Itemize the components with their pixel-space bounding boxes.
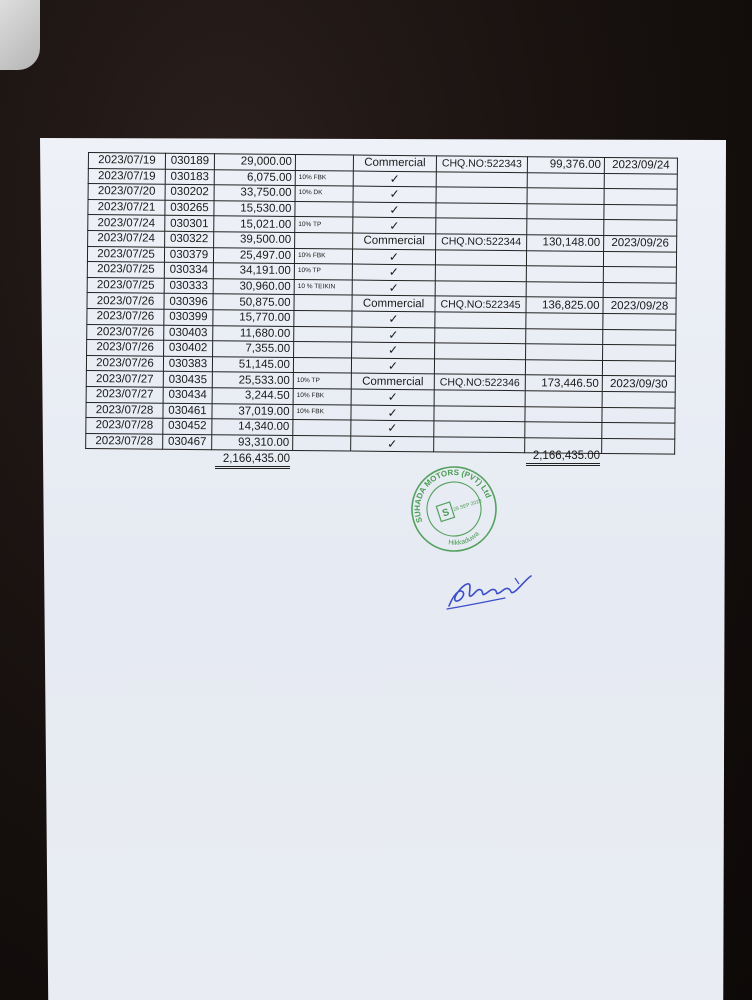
row-type: Commercial [351,373,434,389]
row-due [604,204,677,220]
row-amount: 51,145.00 [212,356,293,372]
row-amount: 33,750.00 [214,185,295,201]
row-total [526,266,603,282]
row-cheque: CHQ.NO:522345 [435,296,526,312]
row-invoice: 030334 [164,262,213,278]
row-type: ✓ [352,264,435,280]
row-cheque [436,187,527,203]
row-note [293,435,351,451]
row-total: 136,825.00 [526,297,603,313]
row-cheque [435,265,526,281]
row-total [525,359,602,375]
row-invoice: 030333 [164,278,213,294]
svg-text:SUHADA MOTORS (PVT) Ltd. [410,465,494,525]
row-note: 10% DK [295,186,353,202]
row-invoice: 030383 [163,356,212,372]
row-date: 2023/07/25 [87,262,164,278]
row-total [527,219,604,235]
row-total [526,281,603,297]
row-cheque [434,421,525,437]
stamp-date-text: 28 SEP 2023 [452,498,483,514]
row-type: ✓ [351,420,434,436]
row-date: 2023/07/25 [87,277,164,293]
row-invoice: 030265 [165,200,214,216]
row-cheque: CHQ.NO:522346 [434,374,525,390]
row-date: 2023/07/24 [88,215,165,231]
ledger-table [85,152,678,455]
cheque-total: 2,166,435.00 [526,450,600,466]
row-cheque [436,171,527,187]
row-type: ✓ [351,389,434,405]
row-type: ✓ [352,327,435,343]
row-amount: 29,000.00 [214,154,295,170]
row-total: 130,148.00 [527,235,604,251]
row-type: ✓ [351,405,434,421]
row-type: Commercial [353,233,436,249]
row-due: 2023/09/24 [604,157,677,173]
stamp-logo: S [441,506,451,520]
amount-total: 2,166,435.00 [215,453,290,469]
row-date: 2023/07/28 [86,418,163,434]
row-due [602,438,675,454]
row-cheque: CHQ.NO:522343 [436,156,527,172]
row-note [294,310,352,326]
row-total [527,203,604,219]
row-due [604,220,677,236]
row-note: 10% FBK [293,404,351,420]
row-amount: 34,191.00 [213,263,294,279]
row-invoice: 030301 [165,216,214,232]
row-invoice: 030403 [164,325,213,341]
row-due [604,189,677,205]
row-amount: 25,497.00 [213,247,294,263]
row-total: 99,376.00 [527,157,604,173]
row-due [602,423,675,439]
stamp-location-text: Hikkaduwa [447,530,481,547]
row-type: Commercial [352,295,435,311]
row-type: ✓ [351,358,434,374]
row-due: 2023/09/26 [604,235,677,251]
row-total [525,422,602,438]
row-note: 10% TP [294,264,352,280]
row-amount: 6,075.00 [214,169,295,185]
row-type: ✓ [352,280,435,296]
row-note [293,420,351,436]
row-cheque [435,249,526,265]
row-invoice: 030322 [165,231,214,247]
company-stamp [410,465,498,553]
row-type: ✓ [351,436,434,452]
row-invoice: 030402 [164,340,213,356]
row-type: ✓ [353,186,436,202]
row-total [526,344,603,360]
row-invoice: 030434 [163,387,212,403]
row-cheque [434,359,525,375]
row-type: ✓ [353,217,436,233]
row-date: 2023/07/20 [88,184,165,200]
signature [445,562,535,612]
row-due [603,313,676,329]
row-cheque [435,343,526,359]
row-date: 2023/07/24 [88,230,165,246]
row-date: 2023/07/27 [86,386,163,402]
row-date: 2023/07/25 [87,246,164,262]
row-cheque [434,405,525,421]
row-amount: 11,680.00 [213,325,294,341]
row-date: 2023/07/26 [87,293,164,309]
row-total [526,250,603,266]
row-type: ✓ [352,249,435,265]
background-object [0,0,40,70]
row-date: 2023/07/26 [87,340,164,356]
row-note [295,201,353,217]
row-type: ✓ [353,171,436,187]
row-amount: 93,310.00 [212,434,293,450]
stamp-company-text: SUHADA MOTORS (PVT) Ltd. [412,467,493,524]
row-amount: 25,533.00 [212,372,293,388]
row-due: 2023/09/28 [603,298,676,314]
row-amount: 39,500.00 [214,232,295,248]
row-total [525,406,602,422]
row-cheque [435,281,526,297]
row-due [604,173,677,189]
row-amount: 30,960.00 [213,278,294,294]
row-date: 2023/07/26 [87,324,164,340]
row-amount: 15,021.00 [214,216,295,232]
row-date: 2023/07/28 [86,433,163,449]
row-note: 10 % TEIKIN [294,279,352,295]
row-cheque [436,218,527,234]
row-cheque [434,390,525,406]
row-due [602,391,675,407]
row-note [294,326,352,342]
row-date: 2023/07/28 [86,402,163,418]
row-due [603,329,676,345]
row-note: 10% FBK [294,248,352,264]
row-note [295,154,353,170]
row-invoice: 030399 [164,309,213,325]
row-invoice: 030183 [165,169,214,185]
row-amount: 37,019.00 [212,403,293,419]
row-invoice: 030202 [165,184,214,200]
row-note [294,295,352,311]
row-amount: 15,770.00 [213,310,294,326]
row-type: ✓ [352,342,435,358]
row-due [602,407,675,423]
row-note: 10% FBK [293,388,351,404]
row-type: ✓ [352,311,435,327]
row-total [526,313,603,329]
row-date: 2023/07/19 [88,153,165,169]
row-total [526,328,603,344]
row-note [294,342,352,358]
row-total [527,172,604,188]
row-due [603,267,676,283]
svg-text:Hikkaduwa [446,529,482,550]
row-date: 2023/07/27 [86,371,163,387]
row-cheque [435,327,526,343]
row-invoice: 030435 [163,372,212,388]
row-total [527,188,604,204]
row-invoice: 030467 [163,434,212,450]
row-type: ✓ [353,202,436,218]
ledger-body [86,153,678,455]
row-date: 2023/07/26 [86,355,163,371]
row-amount: 15,530.00 [214,200,295,216]
row-date: 2023/07/21 [88,199,165,215]
row-cheque [436,203,527,219]
row-amount: 50,875.00 [213,294,294,310]
row-date: 2023/07/26 [87,308,164,324]
row-invoice: 030461 [163,403,212,419]
row-invoice: 030189 [165,153,214,169]
row-due [603,282,676,298]
row-invoice: 030452 [163,418,212,434]
row-note: 10% TP [293,373,351,389]
row-due [603,251,676,267]
row-due [602,360,675,376]
row-total [525,391,602,407]
row-date: 2023/07/19 [88,168,165,184]
row-cheque: CHQ.NO:522344 [436,234,527,250]
row-total: 173,446.50 [525,375,602,391]
row-type: Commercial [353,155,436,171]
row-due [603,345,676,361]
row-note [293,357,351,373]
row-invoice: 030396 [164,294,213,310]
row-cheque [434,437,525,453]
row-note: 10% FBK [295,170,353,186]
row-note: 10% TP [295,217,353,233]
row-amount: 7,355.00 [213,341,294,357]
row-amount: 3,244.50 [212,388,293,404]
row-note [295,232,353,248]
row-invoice: 030379 [164,247,213,263]
row-cheque [435,312,526,328]
row-amount: 14,340.00 [212,419,293,435]
row-due: 2023/09/30 [602,376,675,392]
